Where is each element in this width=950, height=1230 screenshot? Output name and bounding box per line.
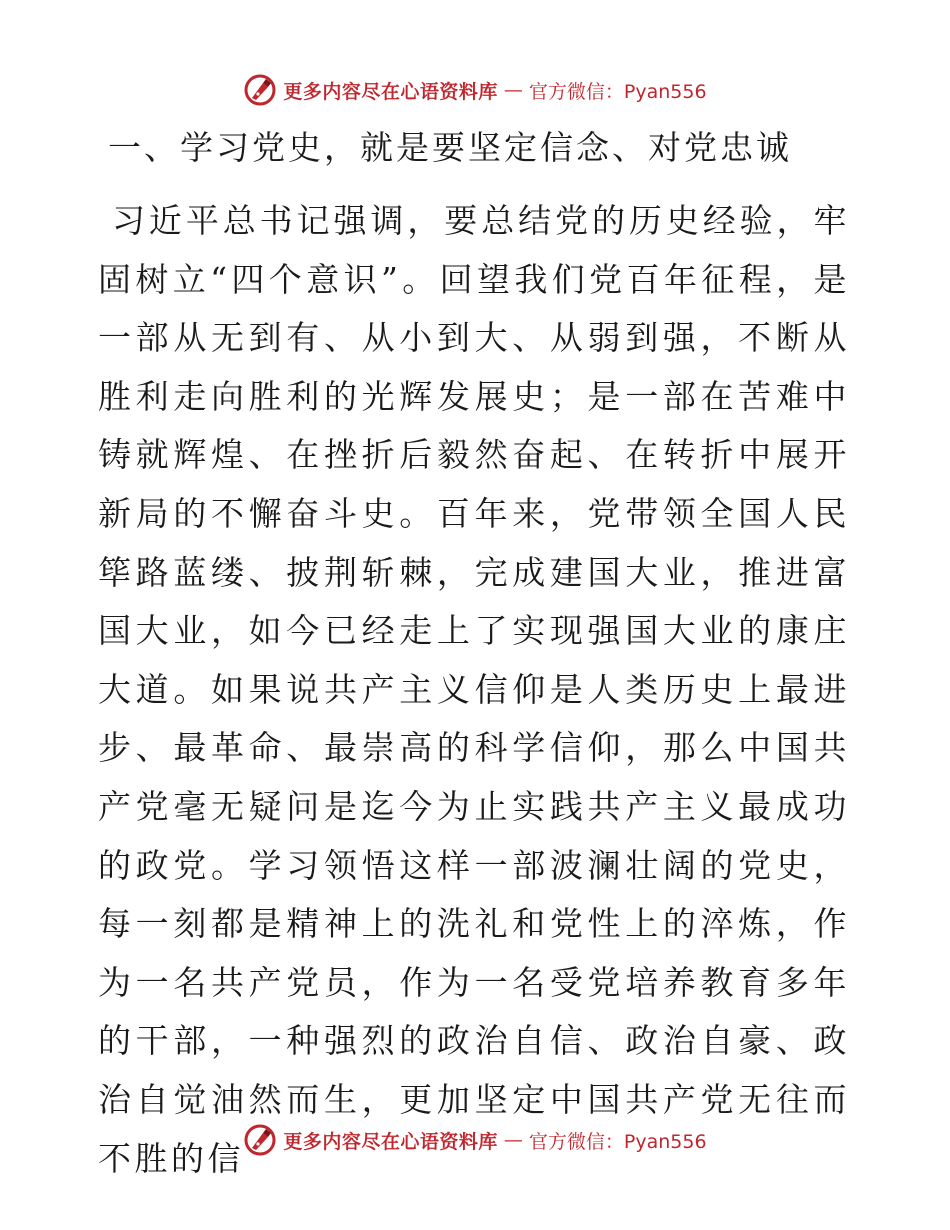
banner-site-name: 更多内容尽在心语资料库 xyxy=(283,1130,498,1153)
banner-site-name: 更多内容尽在心语资料库 xyxy=(283,80,498,103)
pen-nib-logo-icon xyxy=(243,1123,277,1157)
banner-separator: — xyxy=(503,1129,523,1151)
footer-watermark-banner xyxy=(0,1118,950,1162)
banner-separator: — xyxy=(503,79,523,101)
banner-wechat-id: 官方微信：Pyan556 xyxy=(528,80,707,103)
pen-nib-logo-icon xyxy=(243,73,277,107)
header-watermark-banner xyxy=(0,68,950,112)
section-heading: 一、学习党史，就是要坚定信念、对党忠诚 xyxy=(108,128,792,167)
body-paragraph: 习近平总书记强调，要总结党的历史经验，牢固树立“四个意识”。回望我们党百年征程，是一部从无到有、从小到大、从弱到强，不断从胜利走向胜利的光辉发展史；是一部在苦难中铸就辉煌、在挫折后毅然奋起、在转折中展开新局的不懈奋斗史。百年来，党带领全国人民筚路蓝缕、披荆斩棘，完成建国大业，推进富国大业，如今已经走上了实现强国大业的康庄大道。如果说共产主义信仰是人类历史上最进步、最革命、最崇高的科学信仰，那么中国共产党毫无疑问是迄今为止实践共产主义最成功的政党。学习领悟这样一部波澜壮阔的党史，每一刻都是精神上的洗礼和党性上的淬炼，作为一名共产党员，作为一名受党培养教育多年的干部，一种强烈的政治自信、政治自豪、政治自觉油然而生，更加坚定中国共产党无往而不胜的信 xyxy=(98,201,850,1178)
banner-wechat-id: 官方微信：Pyan556 xyxy=(528,1130,707,1153)
